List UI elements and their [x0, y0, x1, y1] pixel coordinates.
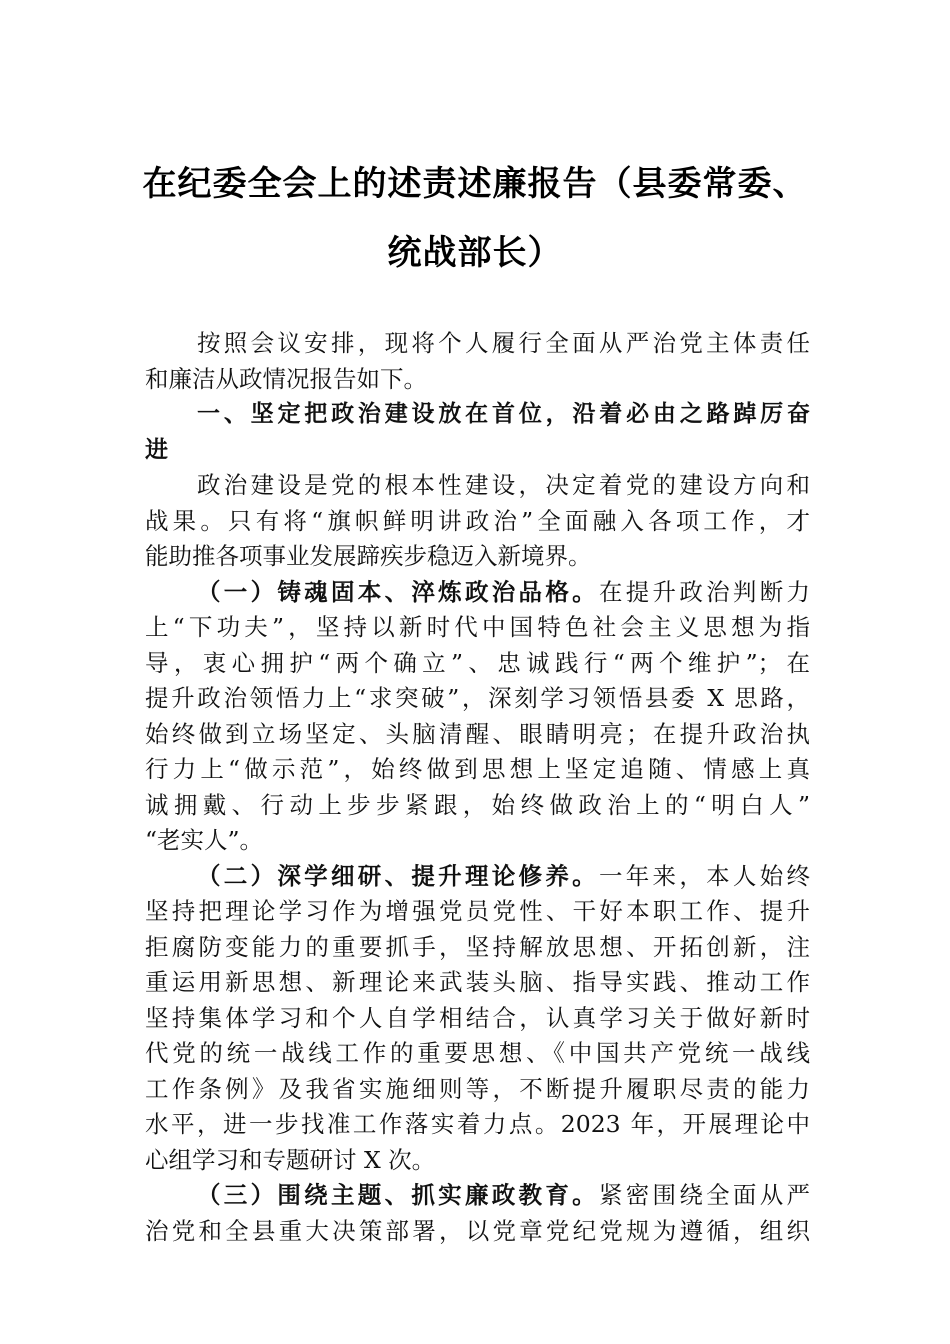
paragraph-line: 政治建设是党的根本性建设，决定着党的建设方向和	[197, 471, 810, 499]
paragraph-line: 坚持集体学习和个人自学相结合，认真学习关于做好新时	[145, 1003, 810, 1032]
paragraph-line: 代党的统一战线工作的重要思想、《中国共产党统一战线	[145, 1039, 810, 1067]
item-3-first-line	[145, 1178, 810, 1214]
item-2-heading: （二）深学细研、提升理论修养。	[197, 861, 599, 890]
paragraph-line: “老实人”。	[145, 826, 264, 854]
document-body	[145, 326, 810, 1249]
paragraph-line: 诚拥戴、行动上步步紧跟，始终做政治上的“明白人”	[145, 790, 810, 819]
paragraph-line: 能助推各项事业发展蹄疾步稳迈入新境界。	[145, 542, 592, 570]
intro-line: 和廉洁从政情况报告如下。	[145, 364, 427, 393]
paragraph-line: 拒腐防变能力的重要抓手，坚持解放思想、开拓创新，注	[145, 932, 810, 961]
paragraph-line: 始终做到立场坚定、头脑清醒、眼睛明亮；在提升政治执	[145, 719, 810, 748]
item-2-first-line	[145, 859, 810, 895]
paragraph-line: 工作条例》及我省实施细则等，不断提升履职尽责的能力	[145, 1074, 810, 1103]
paragraph-line: 上“下功夫”，坚持以新时代中国特色社会主义思想为指	[145, 613, 810, 641]
paragraph-line: 重运用新思想、新理论来武装头脑、指导实践、推动工作	[145, 968, 810, 996]
item-1-first-line	[145, 575, 810, 611]
section-heading: 进	[145, 436, 168, 463]
item-3-text: 紧密围绕全面从严	[598, 1181, 811, 1209]
paragraph-line: 提升政治领悟力上“求突破”，深刻学习领悟县委 X 思路，	[145, 684, 810, 712]
document-title-line-1: 在纪委全会上的述责述廉报告（县委常委、	[142, 164, 808, 204]
paragraph-line: 导，衷心拥护“两个确立”、忠诚践行“两个维护”；在	[145, 648, 810, 677]
document-title-line-2: 统战部长）	[387, 233, 563, 273]
paragraph-line: 行力上“做示范”，始终做到思想上坚定追随、情感上真	[145, 755, 810, 783]
section-heading: 一、坚定把政治建设放在首位，沿着必由之路踔厉奋	[197, 401, 810, 427]
item-2-text: 一年来，本人始终	[598, 861, 811, 890]
paragraph-line: 治党和全县重大决策部署，以党章党纪党规为遵循，组织	[145, 1216, 810, 1245]
paragraph-line: 战果。只有将“旗帜鲜明讲政治”全面融入各项工作，才	[145, 506, 810, 535]
paragraph-line: 心组学习和专题研讨 X 次。	[145, 1145, 436, 1174]
intro-line: 按照会议安排，现将个人履行全面从严治党主体责任	[197, 329, 810, 357]
paragraph-line: 坚持把理论学习作为增强党员党性、干好本职工作、提升	[145, 897, 810, 925]
item-1-heading: （一）铸魂固本、淬炼政治品格。	[197, 577, 599, 606]
paragraph-line: 水平，进一步找准工作落实着力点。2023 年，开展理论中	[145, 1110, 810, 1138]
item-1-text: 在提升政治判断力	[598, 577, 811, 606]
item-3-heading: （三）围绕主题、抓实廉政教育。	[197, 1181, 599, 1209]
